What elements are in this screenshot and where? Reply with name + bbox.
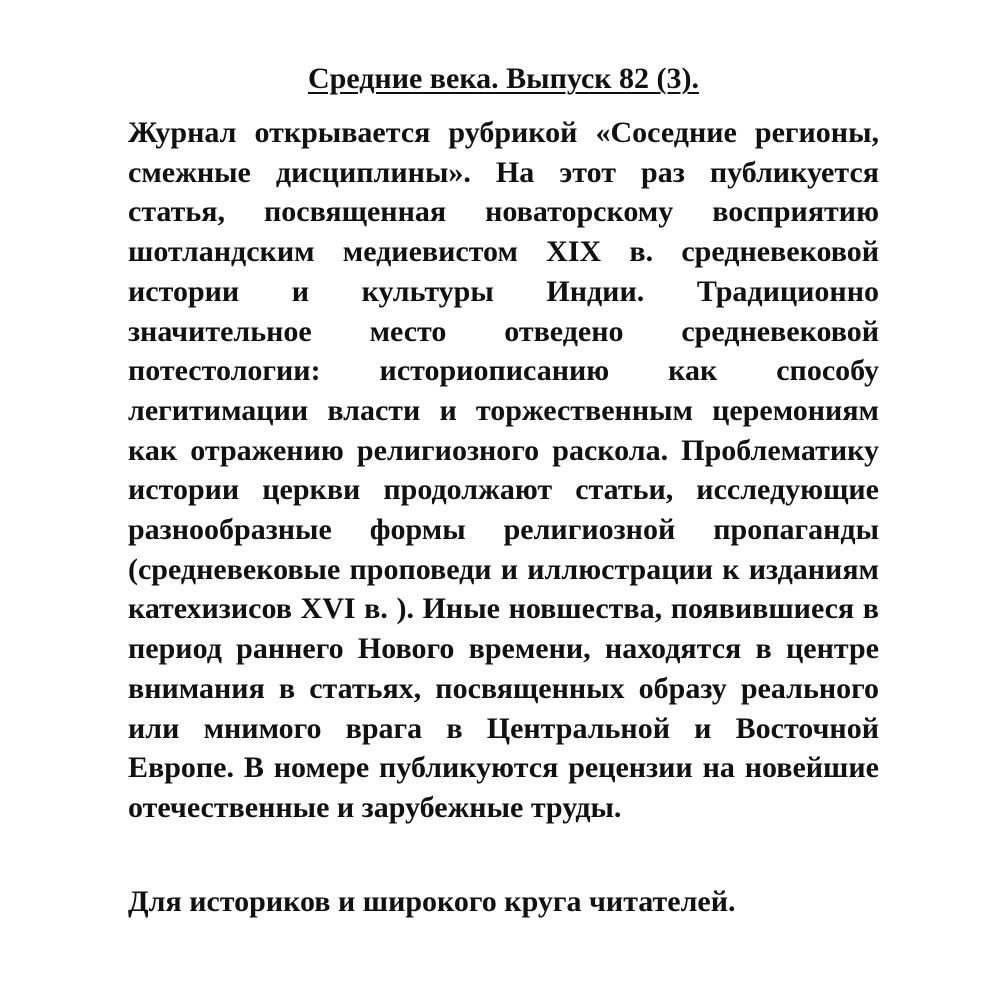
document-page [128,0,879,1000]
audience-note: Для историков и широкого круга читателей. [128,885,736,918]
document-title: Средние века. Выпуск 82 (3). [307,62,700,95]
document-body: Журнал открывается рубрикой «Соседние регионы, смежные дисциплины». На этот раз публикуется статья, посвященная новаторскому восприятию шотландским медиевистом XIX в. средневековой истории и культуры Индии. Традиционно значительное место отведено средневековой потестологии: историописанию как способу легитимации власти и торжественным церемониям как отражению религиозного раскола. Проблематику истории церкви продолжают статьи, исследующие разнообразные формы религиозной пропаганды (средневековые проповеди и иллюстрации к изданиям катехизисов XVI в. ). Иные новшества, появившиеся в период раннего Нового времени, находятся в центре внимания в статьях, посвященных образу реального или мнимого врага в Центральной и Восточной Европе. В номере публикуются рецензии на новейшие отечественные и зарубежные труды. [128,116,879,824]
